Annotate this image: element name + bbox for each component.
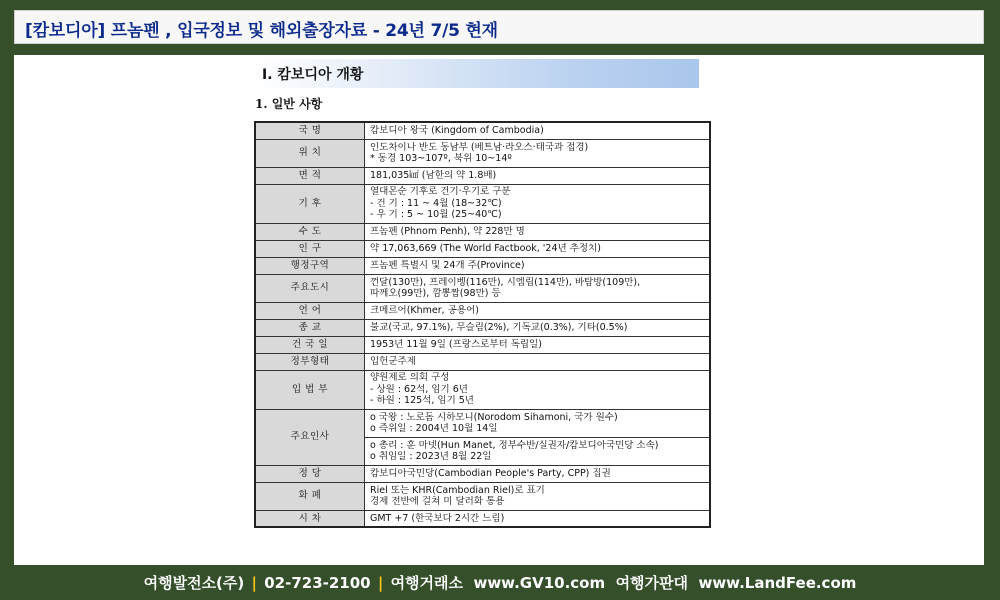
row-value-line: - 하원 : 125석, 임기 5년	[370, 395, 474, 407]
table-row	[255, 465, 710, 482]
footer-company: 여행발전소(주)	[143, 574, 245, 592]
row-value	[365, 184, 711, 223]
row-label: 화 폐	[255, 482, 365, 510]
row-value-line: 열대몬순 기후로 건기·우기로 구분	[370, 186, 511, 198]
row-value	[365, 139, 711, 167]
table-row	[255, 223, 710, 240]
row-value-line: * 동경 103~107º, 북위 10~14º	[370, 153, 512, 164]
table-row	[255, 122, 710, 139]
row-value	[365, 319, 711, 336]
row-value-line: - 건 기 : 11 ~ 4월 (18~32℃)	[370, 197, 502, 209]
row-label: 행정구역	[255, 257, 365, 274]
row-value	[365, 223, 711, 240]
row-value-line: 경제 전반에 걸쳐 미 달러화 통용	[370, 496, 505, 507]
table-row	[255, 510, 710, 527]
table-row	[255, 409, 710, 437]
row-value-line: o 즉위일 : 2004년 10월 14일	[370, 423, 498, 434]
country-info-table	[254, 121, 711, 528]
row-value-line: 껀달(130만), 프레이벵(116만), 시엠립(114만), 바탐방(109만),	[370, 276, 641, 288]
row-value-line: GMT +7 (한국보다 2시간 느림)	[370, 512, 505, 524]
row-label: 주요도시	[255, 274, 365, 302]
table-row	[255, 139, 710, 167]
table-row	[255, 167, 710, 184]
row-value-line: o 총리 : 훈 마넷(Hun Manet, 정부수반/실권자/캄보디아국민당 소속)	[370, 439, 659, 451]
row-label: 수 도	[255, 223, 365, 240]
section-title: Ⅰ. 캄보디아 개황	[262, 67, 364, 83]
row-value-line: 캄보디아 왕국 (Kingdom of Cambodia)	[370, 125, 544, 136]
row-value	[365, 353, 711, 370]
row-value-line: 181,035㎢ (남한의 약 1.8배)	[370, 169, 497, 181]
row-value-line: 약 17,063,669 (The World Factbook, '24년 추정치)	[370, 242, 601, 254]
row-value	[365, 240, 711, 257]
row-value-line: o 취임일 : 2023년 8월 22일	[370, 451, 492, 462]
row-label: 시 차	[255, 510, 365, 527]
table-row	[255, 274, 710, 302]
row-label: 입 법 부	[255, 370, 365, 409]
table-row	[255, 353, 710, 370]
table-row	[255, 184, 710, 223]
footer-exchange-label: 여행거래소	[390, 574, 464, 592]
section-banner	[252, 59, 699, 88]
table-row	[255, 257, 710, 274]
table-row	[255, 302, 710, 319]
page-title: [캄보디아] 프놈펜 , 입국정보 및 해외출장자료 - 24년 7/5 현재	[25, 21, 498, 41]
row-label: 정부형태	[255, 353, 365, 370]
row-value-line: 입헌군주제	[370, 355, 416, 367]
row-label: 국 명	[255, 122, 365, 139]
row-value-line: 캄보디아국민당(Cambodian People's Party, CPP) 집권	[370, 467, 611, 479]
table-row	[255, 319, 710, 336]
table-row	[255, 370, 710, 409]
row-value-line: - 우 기 : 5 ~ 10월 (25~40℃)	[370, 209, 502, 221]
row-value-line: 1953년 11월 9일 (프랑스로부터 독립일)	[370, 338, 542, 350]
row-value-line: - 상원 : 62석, 임기 6년	[370, 383, 468, 395]
row-label: 면 적	[255, 167, 365, 184]
footer-separator: |	[251, 574, 257, 592]
row-value	[365, 167, 711, 184]
row-value-line: 불교(국교, 97.1%), 무슬림(2%), 기독교(0.3%), 기타(0.5%)	[370, 321, 628, 333]
footer-separator: |	[377, 574, 384, 592]
table-row	[255, 240, 710, 257]
footer-price-label: 여행가판대	[615, 574, 689, 592]
row-value-line: 양원제로 의회 구성	[370, 372, 450, 384]
row-value	[365, 510, 711, 527]
row-value-line: 프놈펜 특별시 및 24개 주(Province)	[370, 259, 525, 271]
row-value	[365, 336, 711, 353]
row-value-line: Riel 또는 KHR(Cambodian Riel)로 표기	[370, 484, 545, 496]
table-row	[255, 336, 710, 353]
title-bar	[14, 10, 984, 44]
document-image	[14, 55, 984, 565]
row-label: 위 치	[255, 139, 365, 167]
footer-price-link[interactable]: www.LandFee.com	[698, 574, 857, 592]
row-label: 기 후	[255, 184, 365, 223]
row-label: 건 국 일	[255, 336, 365, 353]
row-label: 언 어	[255, 302, 365, 319]
footer-exchange-link[interactable]: www.GV10.com	[473, 574, 606, 592]
row-value	[365, 302, 711, 319]
row-value-line: 인도차이나 반도 동남부 (베트남·라오스·태국과 접경)	[370, 141, 589, 153]
row-label: 종 교	[255, 319, 365, 336]
row-value-line: 따께오(99만), 깜뽕짬(98만) 등	[370, 288, 501, 299]
row-label: 인 구	[255, 240, 365, 257]
footer-phone: 02-723-2100	[264, 574, 371, 592]
row-value	[365, 437, 711, 465]
row-value-line: 프놈펜 (Phnom Penh), 약 228만 명	[370, 225, 525, 237]
row-value	[365, 370, 711, 409]
row-label: 정 당	[255, 465, 365, 482]
row-value	[365, 257, 711, 274]
row-value-line: o 국왕 : 노로돔 시하모니(Norodom Sihamoni, 국가 원수)	[370, 411, 618, 423]
row-value	[365, 465, 711, 482]
row-label: 주요인사	[255, 409, 365, 465]
row-value	[365, 482, 711, 510]
row-value	[365, 409, 711, 437]
footer	[0, 572, 1000, 593]
row-value	[365, 122, 711, 139]
row-value-line: 크메르어(Khmer, 공용어)	[370, 304, 479, 316]
table-row	[255, 482, 710, 510]
subheading: 1. 일반 사항	[255, 97, 323, 111]
row-value	[365, 274, 711, 302]
